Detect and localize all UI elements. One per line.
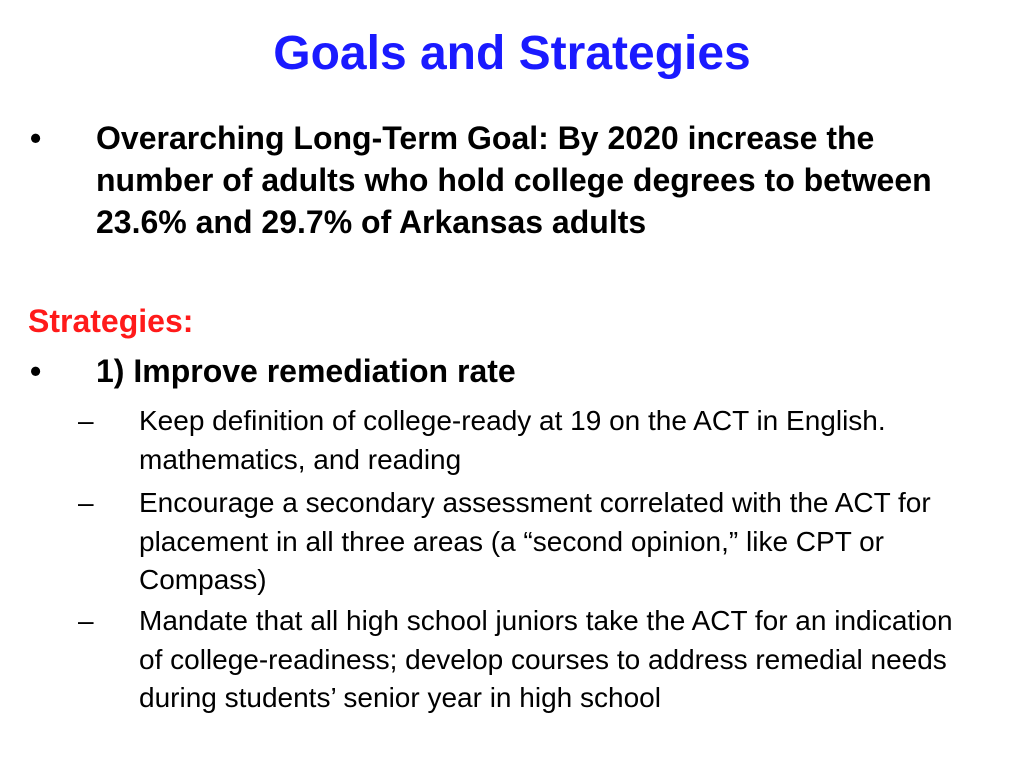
strategies-heading: Strategies: <box>28 303 194 339</box>
sub-item-text: Encourage a secondary assessment correlated with the ACT for placement in all three areas (a “second opinion,” like CPT or Compass) <box>139 487 931 595</box>
sub-item-text: Keep definition of college-ready at 19 on the ACT in English. mathematics, and reading <box>139 405 886 475</box>
goal-text: Overarching Long-Term Goal: By 2020 increase the number of adults who hold college degrees to between 23.6% and 29.7% of Arkansas adults <box>96 120 932 240</box>
slide-title: Goals and Strategies <box>273 27 751 80</box>
strategy-bullet <box>30 350 990 394</box>
dash-icon: – <box>78 405 94 436</box>
sub-item-text: Mandate that all high school juniors take the ACT for an indication of college-readiness; develop courses to address remedial needs during students’ senior year in high school <box>139 605 953 713</box>
dash-icon: – <box>78 605 94 636</box>
bullet-icon: • <box>30 120 42 156</box>
goal-bullet <box>30 117 990 287</box>
dash-icon: – <box>78 487 94 518</box>
bullet-icon: • <box>30 353 42 389</box>
strategy-text: 1) Improve remediation rate <box>96 353 516 389</box>
